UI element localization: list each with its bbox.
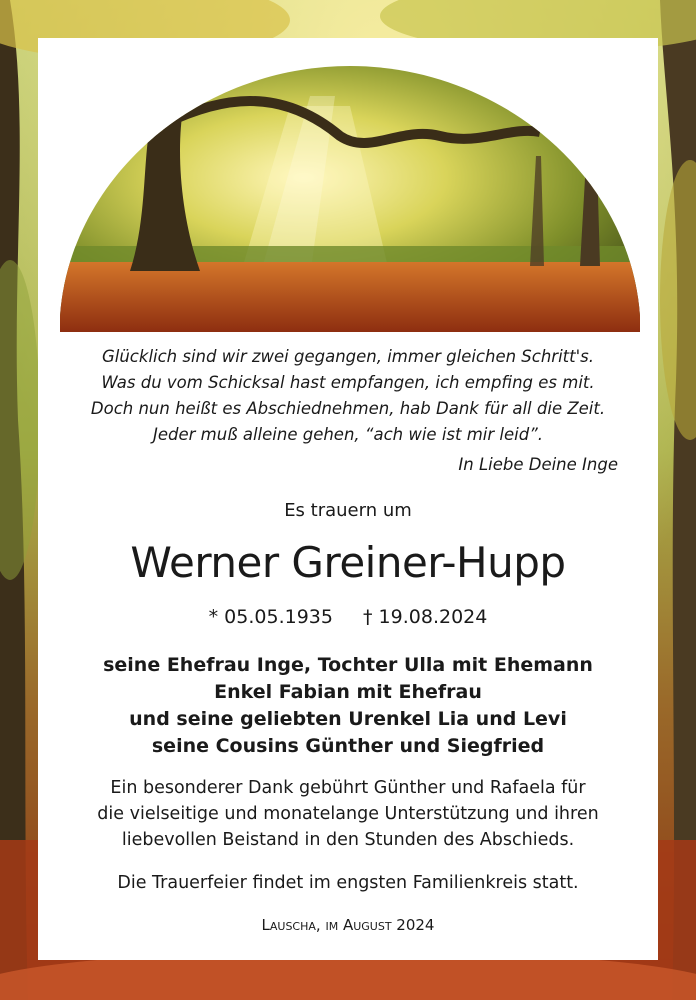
poem-line: Doch nun heißt es Abschiednehmen, hab Dank für all die Zeit. — [90, 399, 606, 418]
tree-sunbeam-image — [60, 66, 640, 332]
mourner-line: und seine geliebten Urenkel Lia und Levi — [129, 708, 567, 730]
mourners-list — [38, 652, 658, 760]
mourner-line: seine Ehefrau Inge, Tochter Ulla mit Ehemann — [103, 654, 593, 676]
thanks-line: Ein besonderer Dank gebührt Günther und Rafaela für — [110, 778, 586, 798]
thanks-text — [38, 775, 658, 853]
life-dates — [38, 606, 658, 628]
thanks-line: liebevollen Beistand in den Stunden des Abschieds. — [121, 830, 575, 850]
poem — [38, 344, 658, 448]
death-date: † 19.08.2024 — [363, 606, 488, 628]
mourner-line: Enkel Fabian mit Ehefrau — [214, 681, 482, 703]
thanks-line: die vielseitige und monatelange Unterstützung und ihren — [97, 804, 599, 824]
service-note: Die Trauerfeier findet im engsten Familienkreis statt. — [117, 873, 579, 893]
poem-line: Was du vom Schicksal hast empfangen, ich empfing es mit. — [101, 373, 595, 392]
deceased-name: Werner Greiner-Hupp — [130, 538, 566, 587]
poem-line: Jeder muß alleine gehen, “ach wie ist mir leid”. — [153, 425, 543, 444]
poem-signoff: In Liebe Deine Inge — [458, 455, 618, 474]
mourning-intro: Es trauern um — [284, 500, 412, 521]
place-date: Lauscha, im August 2024 — [261, 916, 435, 934]
birth-date: * 05.05.1935 — [208, 606, 333, 628]
mourner-line: seine Cousins Günther und Siegfried — [151, 735, 545, 757]
poem-line: Glücklich sind wir zwei gegangen, immer gleichen Schritt's. — [101, 347, 594, 366]
